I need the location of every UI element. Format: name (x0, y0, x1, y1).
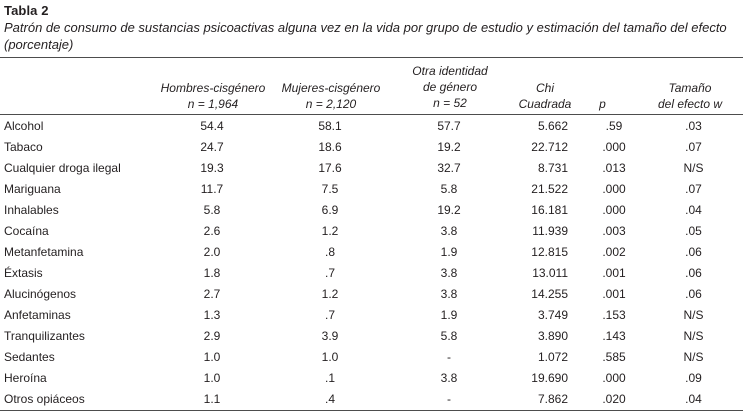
cell-hombres: 1.1 (203, 391, 221, 406)
cell-hombres: 11.7 (200, 181, 224, 196)
cell-substance: Éxtasis (4, 265, 43, 280)
cell-effect-w: N/S (683, 349, 704, 364)
cell-effect-w: .04 (685, 391, 702, 406)
cell-substance: Sedantes (4, 349, 55, 364)
table-row (0, 283, 743, 304)
cell-p: .000 (602, 370, 626, 385)
header-p (585, 96, 620, 112)
cell-hombres: 1.0 (203, 370, 221, 385)
cell-chi: 21.522 (531, 181, 568, 196)
cell-otra: - (447, 349, 451, 364)
cell-p: .001 (602, 286, 626, 301)
header-otra (395, 63, 505, 111)
cell-mujeres: 17.6 (318, 160, 342, 175)
table-row (0, 346, 743, 367)
table-row (0, 304, 743, 325)
cell-hombres: 54.4 (200, 118, 224, 133)
cell-mujeres: 1.2 (321, 223, 339, 238)
cell-chi: 8.731 (537, 160, 568, 175)
cell-mujeres: 1.2 (321, 286, 339, 301)
cell-chi: 12.815 (531, 244, 568, 259)
table-row (0, 220, 743, 241)
table-title: Tabla 2 (4, 3, 49, 18)
cell-hombres: 1.0 (203, 349, 221, 364)
cell-mujeres: 58.1 (318, 118, 342, 133)
cell-substance: Alcohol (4, 118, 44, 133)
cell-effect-w: .04 (685, 202, 702, 217)
cell-otra: - (447, 391, 451, 406)
table-row (0, 325, 743, 346)
table-row (0, 262, 743, 283)
table-row (0, 199, 743, 220)
header-tamano (640, 80, 740, 112)
header-otra-label1: Otra identidad (412, 64, 488, 78)
cell-substance: Metanfetamina (4, 244, 84, 259)
cell-effect-w: N/S (683, 307, 704, 322)
cell-otra: 3.8 (440, 370, 458, 385)
cell-p: .003 (602, 223, 626, 238)
header-otra-n: n = 52 (433, 96, 467, 110)
cell-otra: 19.2 (437, 202, 461, 217)
cell-mujeres: 3.9 (321, 328, 339, 343)
cell-otra: 3.8 (440, 223, 458, 238)
cell-chi: 7.862 (537, 391, 568, 406)
cell-effect-w: N/S (683, 160, 704, 175)
table-row (0, 367, 743, 388)
cell-effect-w: N/S (683, 328, 704, 343)
cell-otra: 3.8 (440, 265, 458, 280)
cell-chi: 1.072 (537, 349, 568, 364)
cell-p: .013 (602, 160, 626, 175)
cell-otra: 1.9 (440, 244, 458, 259)
cell-chi: 14.255 (531, 286, 568, 301)
cell-effect-w: .06 (685, 286, 702, 301)
table-row (0, 178, 743, 199)
cell-hombres: 2.9 (203, 328, 221, 343)
cell-hombres: 19.3 (200, 160, 224, 175)
cell-chi: 16.181 (531, 202, 568, 217)
cell-mujeres: 7.5 (321, 181, 339, 196)
cell-otra: 57.7 (437, 118, 461, 133)
cell-otra: 3.8 (440, 286, 458, 301)
header-chi-label2: Cuadrada (518, 97, 572, 111)
header-mujeres-n: n = 2,120 (305, 97, 357, 111)
cell-chi: 11.939 (532, 223, 568, 238)
header-hombres (155, 80, 271, 112)
table-row (0, 136, 743, 157)
cell-effect-w: .07 (685, 139, 702, 154)
cell-substance: Cocaína (4, 223, 49, 238)
header-mujeres (275, 80, 387, 112)
cell-otra: 19.2 (437, 139, 461, 154)
cell-p: .000 (602, 139, 626, 154)
cell-hombres: 2.0 (203, 244, 221, 259)
cell-effect-w: .06 (685, 265, 702, 280)
cell-substance: Tranquilizantes (4, 328, 85, 343)
bottom-rule (0, 410, 743, 411)
table-row (0, 115, 743, 136)
cell-otra: 5.8 (440, 328, 458, 343)
cell-mujeres: .7 (324, 307, 335, 322)
cell-hombres: 2.7 (203, 286, 221, 301)
cell-substance: Heroína (4, 370, 47, 385)
cell-chi: 22.712 (531, 139, 568, 154)
cell-effect-w: .03 (685, 118, 702, 133)
table-row (0, 241, 743, 262)
header-hombres-n: n = 1,964 (187, 97, 239, 111)
cell-p: .143 (602, 328, 626, 343)
cell-mujeres: .7 (324, 265, 335, 280)
cell-substance: Otros opiáceos (4, 391, 85, 406)
cell-substance: Mariguana (4, 181, 61, 196)
cell-chi: 5.662 (537, 118, 568, 133)
cell-hombres: 24.7 (200, 139, 224, 154)
cell-otra: 1.9 (440, 307, 458, 322)
cell-p: .002 (602, 244, 626, 259)
cell-chi: 19.690 (531, 370, 568, 385)
cell-hombres: 1.3 (203, 307, 221, 322)
cell-substance: Alucinógenos (4, 286, 77, 301)
table-caption: Patrón de consumo de sustancias psicoactivas alguna vez en la vida por grupo de estudio y estimación del tamaño del efecto (porcentaje) (4, 20, 727, 52)
table-row (0, 157, 743, 178)
cell-hombres: 5.8 (203, 202, 221, 217)
header-chi (505, 80, 585, 112)
cell-p: .001 (602, 265, 626, 280)
cell-chi: 3.890 (537, 328, 568, 343)
cell-effect-w: .07 (685, 181, 702, 196)
cell-p: .000 (602, 181, 626, 196)
table-row (0, 388, 743, 409)
top-rule (0, 57, 743, 58)
header-p-label: p (599, 97, 606, 111)
header-hombres-label: Hombres-cisgénero (160, 81, 266, 95)
cell-mujeres: 6.9 (321, 202, 339, 217)
header-mujeres-label: Mujeres-cisgénero (281, 81, 381, 95)
cell-effect-w: .09 (685, 370, 702, 385)
cell-mujeres: 18.6 (318, 139, 342, 154)
cell-p: .585 (602, 349, 626, 364)
cell-p: .59 (605, 118, 623, 133)
cell-substance: Anfetaminas (4, 307, 71, 322)
cell-effect-w: .06 (685, 244, 702, 259)
cell-hombres: 2.6 (203, 223, 221, 238)
cell-mujeres: .4 (324, 391, 335, 406)
cell-chi: 13.011 (532, 265, 568, 280)
cell-hombres: 1.8 (203, 265, 221, 280)
header-tamano-label1: Tamaño (668, 81, 712, 95)
cell-substance: Inhalables (4, 202, 59, 217)
cell-effect-w: .05 (685, 223, 702, 238)
cell-substance: Tabaco (4, 139, 43, 154)
cell-mujeres: .8 (324, 244, 335, 259)
cell-otra: 32.7 (437, 160, 461, 175)
cell-substance: Cualquier droga ilegal (4, 160, 121, 175)
header-chi-label1: Chi (535, 81, 554, 95)
cell-otra: 5.8 (440, 181, 458, 196)
cell-chi: 3.749 (537, 307, 568, 322)
cell-p: .153 (602, 307, 626, 322)
cell-p: .000 (602, 202, 626, 217)
data-table (0, 115, 743, 409)
header-otra-label2: de género (422, 80, 478, 94)
cell-mujeres: 1.0 (321, 349, 339, 364)
header-tamano-label2: del efecto w (657, 97, 723, 111)
cell-mujeres: .1 (324, 370, 335, 385)
cell-p: .020 (602, 391, 626, 406)
